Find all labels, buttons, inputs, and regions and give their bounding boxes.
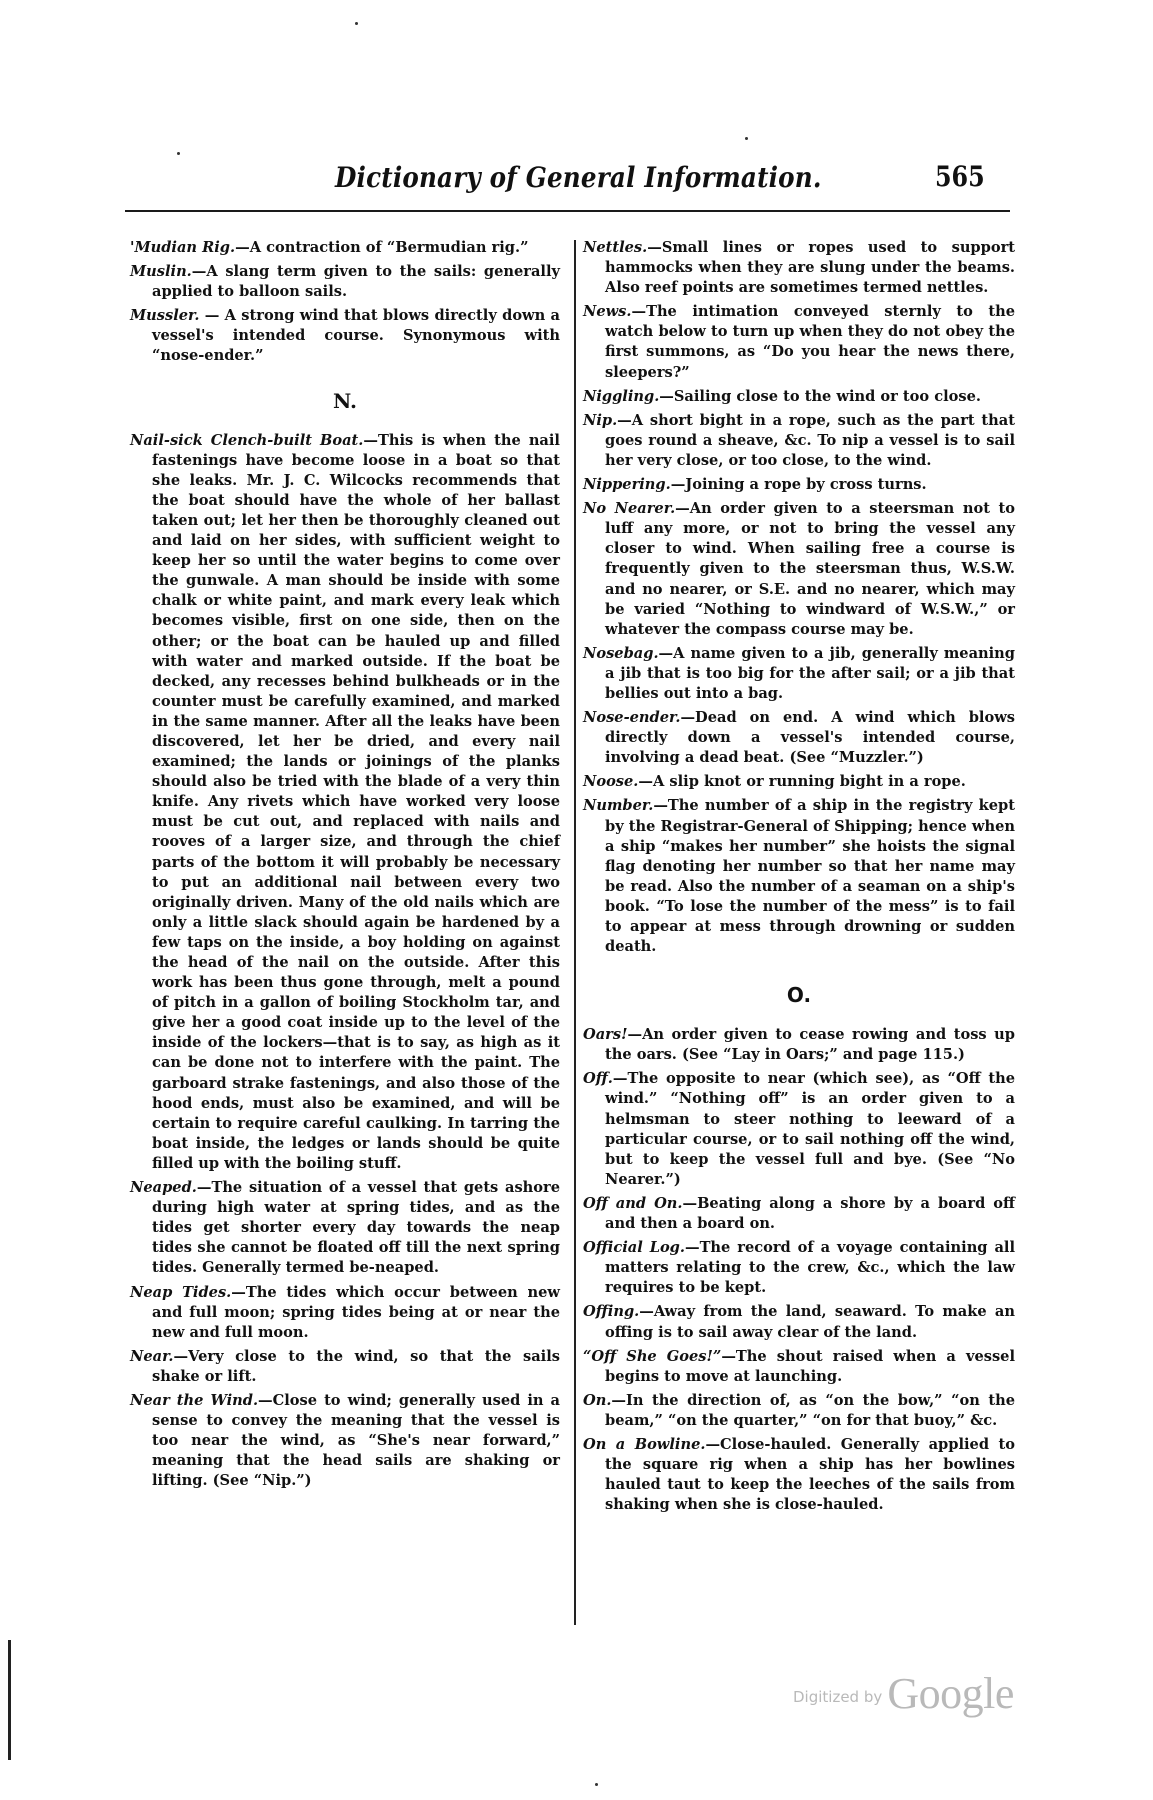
entry-term: Neap Tides. bbox=[130, 1283, 232, 1301]
entry-term: Off. bbox=[583, 1070, 613, 1088]
dictionary-entry bbox=[583, 499, 1015, 640]
entry-definition: —Away from the land, seaward. To make an offing is to sail away clear of the land. bbox=[605, 1303, 1015, 1341]
entry-term: Nippering. bbox=[583, 476, 671, 494]
entry-definition: —The number of a ship in the registry kept by the Registrar-General of Shipping; hence when a ship “makes her number” she hoists the signal flag denoting her number so that her name may be read. Also the number of a seaman on a ship's book. “To lose the number of the mess” is to fail to appear at mess through drowning or sudden death. bbox=[605, 797, 1015, 956]
entry-term: Near the Wind. bbox=[130, 1391, 259, 1409]
dictionary-entry bbox=[583, 708, 1015, 768]
entry-term: Nettles. bbox=[583, 239, 648, 256]
dictionary-entry bbox=[583, 1069, 1015, 1190]
dictionary-entry bbox=[130, 431, 560, 1174]
entry-term: Nosebag. bbox=[583, 644, 659, 662]
dictionary-entry bbox=[583, 1435, 1015, 1515]
entry-definition: — A strong wind that blows directly down a vessel's intended course. Synonymous with “nose-ender.” bbox=[152, 307, 560, 365]
entry-term: Neaped. bbox=[130, 1179, 197, 1197]
dictionary-entry bbox=[583, 1391, 1015, 1431]
entry-definition: —Sailing close to the wind or too close. bbox=[659, 387, 981, 405]
entry-definition: —The situation of a vessel that gets ashore during high water at spring tides, and as the tides get shorter every day towards the neap tides she cannot be floated off till the next spring tides. Generally termed be-neaped. bbox=[152, 1179, 560, 1277]
dictionary-entry bbox=[583, 1347, 1015, 1387]
dictionary-entry bbox=[583, 796, 1015, 957]
dictionary-entry bbox=[583, 1238, 1015, 1298]
dictionary-entry bbox=[583, 411, 1015, 471]
entry-term: Oars! bbox=[583, 1026, 628, 1044]
dictionary-entry bbox=[130, 238, 560, 258]
entry-definition: —A slip knot or running bight in a rope. bbox=[638, 773, 966, 791]
dictionary-entry bbox=[583, 475, 1015, 495]
entry-term: Nose-ender. bbox=[583, 709, 681, 727]
entry-definition: —The tides which occur between new and full moon; spring tides being at or near the new and full moon. bbox=[152, 1283, 560, 1341]
entry-definition: —Very close to the wind, so that the sails shake or lift. bbox=[152, 1347, 560, 1385]
entry-definition: —In the direction of, as “on the bow,” “on the beam,” “on the quarter,” “on for that buoy,” &c. bbox=[605, 1391, 1015, 1429]
entry-term: Muslin. bbox=[130, 263, 192, 281]
watermark-prefix: Digitized by bbox=[793, 1688, 883, 1706]
section-heading-o: O. bbox=[786, 983, 812, 1008]
header-rule bbox=[125, 210, 1010, 212]
entry-definition: —A short bight in a rope, such as the part that goes round a sheave, &c. To nip a vessel is to sail her very close, or too close, to the wind. bbox=[605, 411, 1015, 469]
scan-speck bbox=[595, 1783, 598, 1786]
scan-speck bbox=[745, 137, 748, 140]
entry-definition: —Dead on end. A wind which blows directly down a vessel's intended course, involving a dead beat. (See “Muzzler.”) bbox=[605, 709, 1015, 767]
entry-definition: —Close to wind; generally used in a sense to convey the meaning that the vessel is too near the wind, as “She's near forward,” meaning that the head sails are shaking or lifting. (See “Nip.”) bbox=[152, 1391, 561, 1490]
entry-term: Official Log. bbox=[583, 1239, 685, 1257]
section-heading-n: N. bbox=[333, 388, 357, 413]
entry-definition: —A slang term given to the sails: generally applied to balloon sails. bbox=[152, 263, 560, 301]
dictionary-entry bbox=[583, 387, 1015, 407]
entry-definition: —The record of a voyage containing all matters relating to the crew, &c., which the law requires to be kept. bbox=[605, 1239, 1015, 1297]
entry-term: On a Bowline. bbox=[583, 1435, 706, 1453]
entry-definition: —A contraction of “Bermudian rig.” bbox=[235, 239, 529, 256]
entry-definition: —Close-hauled. Generally applied to the square rig when a ship has her bowlines hauled taut to keep the leeches of the sails from shaking when she is close-hauled. bbox=[605, 1435, 1015, 1514]
entry-term: 'Mudian Rig. bbox=[130, 239, 236, 256]
entry-definition: —An order given to cease rowing and toss up the oars. (See “Lay in Oars;” and page 115.) bbox=[605, 1026, 1015, 1064]
scan-edge-mark bbox=[8, 1640, 11, 1760]
entry-term: Nail-sick Clench-built Boat. bbox=[130, 431, 364, 449]
dictionary-entry bbox=[130, 262, 560, 302]
entry-term: No Nearer. bbox=[583, 500, 676, 518]
google-logo-text: Google bbox=[887, 1669, 1014, 1718]
entry-term: Nip. bbox=[583, 411, 618, 429]
column-divider bbox=[574, 240, 576, 1625]
entry-term: Mussler. bbox=[130, 307, 200, 325]
entry-definition: —An order given to a steersman not to luff any more, or not to bring the vessel any closer to wind. When sailing free a course is frequently given to the steersman thus, W.S.W. and no nearer, or S.E. and no nearer, which may be varied “Nothing to windward of W.S.W.,” or whatever the compass course may be. bbox=[605, 500, 1015, 638]
dictionary-entry bbox=[583, 302, 1015, 382]
entry-definition: —The opposite to near (which see), as “Off the wind.” “Nothing off” is an order given to a helmsman to steer nothing to leeward of a particular course, or to sail nothing off the wind, but to keep the vessel full and bye. (See “No Nearer.”) bbox=[605, 1070, 1015, 1188]
entry-definition: —The shout raised when a vessel begins to move at launching. bbox=[605, 1347, 1015, 1385]
dictionary-entry bbox=[130, 1347, 560, 1387]
entry-term: Offing. bbox=[583, 1303, 640, 1321]
entry-term: Niggling. bbox=[583, 387, 660, 405]
entry-term: “Off She Goes!” bbox=[583, 1347, 722, 1365]
digitized-by-google-watermark bbox=[793, 1668, 1014, 1719]
entry-definition: —Beating along a shore by a board off and then a board on. bbox=[605, 1194, 1015, 1233]
dictionary-entry bbox=[130, 1178, 560, 1278]
running-title: Dictionary of General Information. bbox=[335, 161, 822, 194]
dictionary-entry bbox=[130, 306, 560, 366]
right-column bbox=[583, 238, 1015, 1519]
dictionary-entry bbox=[583, 772, 1015, 792]
entry-term: On. bbox=[583, 1391, 612, 1409]
entry-term: Near. bbox=[130, 1347, 174, 1365]
dictionary-entry bbox=[130, 1391, 560, 1491]
dictionary-entry bbox=[583, 1194, 1015, 1234]
entry-term: News. bbox=[583, 303, 632, 321]
entry-term: Noose. bbox=[583, 773, 639, 791]
dictionary-entry bbox=[583, 1025, 1015, 1065]
dictionary-entry bbox=[130, 1283, 560, 1343]
entry-definition: —A name given to a jib, generally meaning a jib that is too big for the after sail; or a jib that bellies out into a bag. bbox=[605, 644, 1015, 702]
entry-definition: —Joining a rope by cross turns. bbox=[670, 476, 927, 494]
scan-speck bbox=[355, 22, 358, 25]
page-header bbox=[130, 155, 1010, 205]
left-column bbox=[130, 238, 560, 1495]
dictionary-entry bbox=[583, 1302, 1015, 1342]
page-number: 565 bbox=[935, 160, 985, 193]
entry-definition: —Small lines or ropes used to support hammocks when they are slung under the beams. Also reef points are sometimes termed nettles. bbox=[605, 239, 1015, 297]
dictionary-entry bbox=[583, 238, 1015, 298]
entry-term: Off and On. bbox=[583, 1194, 683, 1212]
entry-definition: —The intimation conveyed sternly to the watch below to turn up when they do not obey the first summons, as “Do you hear the news there, sleepers?” bbox=[605, 303, 1015, 381]
entry-term: Number. bbox=[583, 797, 654, 815]
dictionary-entry bbox=[583, 644, 1015, 704]
entry-definition: —This is when the nail fastenings have become loose in a boat so that she leaks. Mr. J. C. Wilcocks recommends that the boat should have the whole of her ballast taken out; let her then be thoroughly cleaned out and laid on her sides, with sufficient weight to keep her so until the water begins to come over the gunwale. A man should be inside with some chalk or white paint, and mark every leak which becomes visible, first on one side, then on the other; or the boat can be hauled up and filled with water and marked outside. If the boat be decked, any recesses behind bulkheads or in the counter must be carefully examined, and marked in the same manner. After all the leaks have been discovered, let her be dried, and every nail examined; the lands or joinings of the planks should also be tried with the blade of a very thin knife. Any rivets which have worked very loose must be cut out, and replaced with nails and rooves of a larger size, and through the chief parts of the bottom it will probably be necessary to put an additional nail between every two originally driven. Many of the old nails which are only a little slack should again be hardened by a few taps on the inside, a boy holding on against the head of the nail on the outside. After this work has been thus gone through, melt a pound of pitch in a gallon of boiling Stockholm tar, and give her a good coat inside up to the level of the inside of the lockers—that is to say, as high as it can be done not to interfere with the paint. The garboard strake fastenings, and also those of the hood ends, must also be examined, and will be certain to require careful caulking. In tarring the boat inside, the ledges or lands should be quite filled up with the boiling stuff. bbox=[152, 431, 560, 1172]
